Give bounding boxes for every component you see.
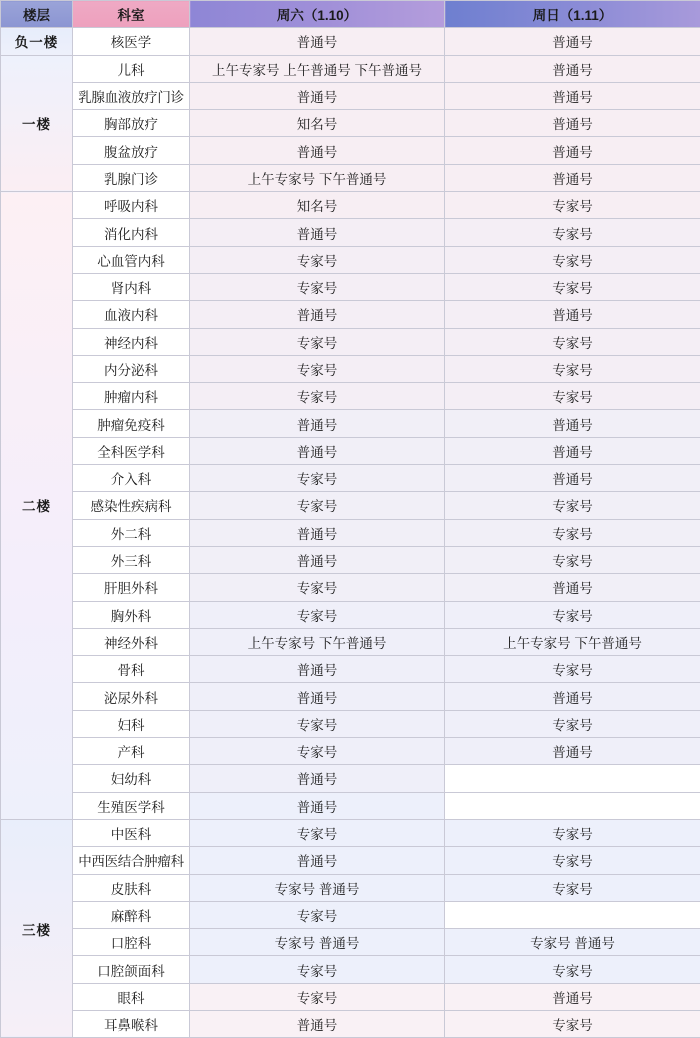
table-row (1, 192, 700, 219)
table-row (1, 355, 700, 382)
sunday-registration-type: 上午专家号 下午普通号 (445, 628, 700, 655)
table-row (1, 410, 700, 437)
department-name: 胸部放疗 (73, 110, 190, 137)
saturday-registration-type: 普通号 (190, 519, 445, 546)
sunday-registration-type: 普通号 (445, 55, 700, 82)
saturday-registration-type: 上午专家号 下午普通号 (190, 628, 445, 655)
table-row (1, 983, 700, 1010)
saturday-registration-type: 普通号 (190, 847, 445, 874)
department-name: 肝胆外科 (73, 574, 190, 601)
department-name: 神经外科 (73, 628, 190, 655)
department-name: 眼科 (73, 983, 190, 1010)
department-name: 肾内科 (73, 273, 190, 300)
sunday-registration-type: 专家号 (445, 656, 700, 683)
table-row (1, 273, 700, 300)
saturday-registration-type: 专家号 (190, 983, 445, 1010)
table-row (1, 738, 700, 765)
column-header-floor: 楼层 (1, 1, 73, 28)
sunday-registration-type: 专家号 (445, 519, 700, 546)
table-row (1, 765, 700, 792)
sunday-registration-type: 普通号 (445, 738, 700, 765)
department-name: 泌尿外科 (73, 683, 190, 710)
department-name: 生殖医学科 (73, 792, 190, 819)
saturday-registration-type: 普通号 (190, 28, 445, 55)
department-name: 呼吸内科 (73, 192, 190, 219)
table-row (1, 546, 700, 573)
department-name: 神经内科 (73, 328, 190, 355)
department-name: 皮肤科 (73, 874, 190, 901)
saturday-registration-type: 普通号 (190, 410, 445, 437)
saturday-registration-type: 专家号 (190, 492, 445, 519)
sunday-registration-type: 普通号 (445, 574, 700, 601)
saturday-registration-type: 专家号 (190, 273, 445, 300)
department-name: 外二科 (73, 519, 190, 546)
table-row (1, 710, 700, 737)
department-name: 肿瘤免疫科 (73, 410, 190, 437)
department-name: 介入科 (73, 465, 190, 492)
table-row (1, 847, 700, 874)
floor-label: 三楼 (1, 819, 73, 1037)
sunday-registration-type: 专家号 (445, 546, 700, 573)
table-row (1, 819, 700, 846)
sunday-registration-type (445, 792, 700, 819)
table-row (1, 383, 700, 410)
sunday-registration-type: 专家号 (445, 273, 700, 300)
sunday-registration-type: 普通号 (445, 164, 700, 191)
sunday-registration-type: 普通号 (445, 82, 700, 109)
department-name: 产科 (73, 738, 190, 765)
department-name: 妇幼科 (73, 765, 190, 792)
saturday-registration-type: 普通号 (190, 82, 445, 109)
department-name: 口腔颌面科 (73, 956, 190, 983)
header-row (1, 1, 700, 28)
table-row (1, 956, 700, 983)
saturday-registration-type: 普通号 (190, 683, 445, 710)
table-row (1, 901, 700, 928)
saturday-registration-type: 上午专家号 上午普通号 下午普通号 (190, 55, 445, 82)
saturday-registration-type: 普通号 (190, 656, 445, 683)
table-row (1, 437, 700, 464)
sunday-registration-type: 专家号 (445, 956, 700, 983)
saturday-registration-type: 专家号 (190, 956, 445, 983)
sunday-registration-type: 普通号 (445, 110, 700, 137)
table-row (1, 82, 700, 109)
sunday-registration-type: 专家号 (445, 219, 700, 246)
table-header (1, 1, 700, 28)
saturday-registration-type: 普通号 (190, 301, 445, 328)
sunday-registration-type (445, 901, 700, 928)
sunday-registration-type: 专家号 (445, 192, 700, 219)
saturday-registration-type: 普通号 (190, 1010, 445, 1037)
department-name: 腹盆放疗 (73, 137, 190, 164)
table-row (1, 328, 700, 355)
saturday-registration-type: 专家号 (190, 901, 445, 928)
department-name: 儿科 (73, 55, 190, 82)
sunday-registration-type: 普通号 (445, 28, 700, 55)
department-name: 中医科 (73, 819, 190, 846)
department-name: 胸外科 (73, 601, 190, 628)
sunday-registration-type: 专家号 (445, 355, 700, 382)
sunday-registration-type: 普通号 (445, 683, 700, 710)
saturday-registration-type: 普通号 (190, 546, 445, 573)
department-name: 中西医结合肿瘤科 (73, 847, 190, 874)
sunday-registration-type: 专家号 (445, 328, 700, 355)
sunday-registration-type (445, 765, 700, 792)
table-row (1, 137, 700, 164)
department-name: 全科医学科 (73, 437, 190, 464)
table-row (1, 55, 700, 82)
saturday-registration-type: 知名号 (190, 192, 445, 219)
department-name: 麻醉科 (73, 901, 190, 928)
sunday-registration-type: 专家号 (445, 874, 700, 901)
department-name: 内分泌科 (73, 355, 190, 382)
sunday-registration-type: 专家号 (445, 492, 700, 519)
table-row (1, 874, 700, 901)
saturday-registration-type: 专家号 (190, 355, 445, 382)
department-name: 妇科 (73, 710, 190, 737)
table-row (1, 219, 700, 246)
department-name: 核医学 (73, 28, 190, 55)
saturday-registration-type: 专家号 (190, 710, 445, 737)
table-row (1, 792, 700, 819)
saturday-registration-type: 普通号 (190, 792, 445, 819)
saturday-registration-type: 专家号 (190, 574, 445, 601)
sunday-registration-type: 专家号 (445, 710, 700, 737)
sunday-registration-type: 普通号 (445, 137, 700, 164)
saturday-registration-type: 专家号 (190, 601, 445, 628)
table-row (1, 628, 700, 655)
department-name: 外三科 (73, 546, 190, 573)
saturday-registration-type: 知名号 (190, 110, 445, 137)
sunday-registration-type: 专家号 (445, 601, 700, 628)
saturday-registration-type: 专家号 (190, 328, 445, 355)
saturday-registration-type: 专家号 (190, 738, 445, 765)
saturday-registration-type: 上午专家号 下午普通号 (190, 164, 445, 191)
sunday-registration-type: 专家号 (445, 246, 700, 273)
table-row (1, 164, 700, 191)
sunday-registration-type: 专家号 普通号 (445, 929, 700, 956)
table-row (1, 1010, 700, 1037)
department-name: 感染性疾病科 (73, 492, 190, 519)
table-row (1, 683, 700, 710)
department-name: 消化内科 (73, 219, 190, 246)
table-row (1, 929, 700, 956)
sunday-registration-type: 普通号 (445, 437, 700, 464)
table-row (1, 246, 700, 273)
department-name: 口腔科 (73, 929, 190, 956)
department-name: 血液内科 (73, 301, 190, 328)
sunday-registration-type: 普通号 (445, 410, 700, 437)
department-name: 耳鼻喉科 (73, 1010, 190, 1037)
sunday-registration-type: 专家号 (445, 819, 700, 846)
department-name: 骨科 (73, 656, 190, 683)
sunday-registration-type: 专家号 (445, 383, 700, 410)
table-row (1, 301, 700, 328)
department-name: 心血管内科 (73, 246, 190, 273)
floor-label: 负一楼 (1, 28, 73, 55)
table-row (1, 492, 700, 519)
saturday-registration-type: 普通号 (190, 219, 445, 246)
saturday-registration-type: 专家号 (190, 383, 445, 410)
saturday-registration-type: 普通号 (190, 137, 445, 164)
saturday-registration-type: 普通号 (190, 765, 445, 792)
column-header-department: 科室 (73, 1, 190, 28)
department-name: 乳腺门诊 (73, 164, 190, 191)
sunday-registration-type: 普通号 (445, 983, 700, 1010)
table-row (1, 574, 700, 601)
floor-label: 一楼 (1, 55, 73, 191)
column-header-saturday: 周六（1.10） (190, 1, 445, 28)
sunday-registration-type: 专家号 (445, 847, 700, 874)
saturday-registration-type: 普通号 (190, 437, 445, 464)
column-header-sunday: 周日（1.11） (445, 1, 700, 28)
table-row (1, 110, 700, 137)
department-name: 肿瘤内科 (73, 383, 190, 410)
saturday-registration-type: 专家号 普通号 (190, 929, 445, 956)
table-row (1, 465, 700, 492)
saturday-registration-type: 专家号 普通号 (190, 874, 445, 901)
department-name: 乳腺血液放疗门诊 (73, 82, 190, 109)
saturday-registration-type: 专家号 (190, 246, 445, 273)
table-row (1, 601, 700, 628)
saturday-registration-type: 专家号 (190, 465, 445, 492)
floor-label: 二楼 (1, 192, 73, 820)
sunday-registration-type: 普通号 (445, 301, 700, 328)
sunday-registration-type: 普通号 (445, 465, 700, 492)
table-row (1, 28, 700, 55)
table-body (1, 28, 700, 1038)
saturday-registration-type: 专家号 (190, 819, 445, 846)
sunday-registration-type: 专家号 (445, 1010, 700, 1037)
table-row (1, 656, 700, 683)
table-row (1, 519, 700, 546)
